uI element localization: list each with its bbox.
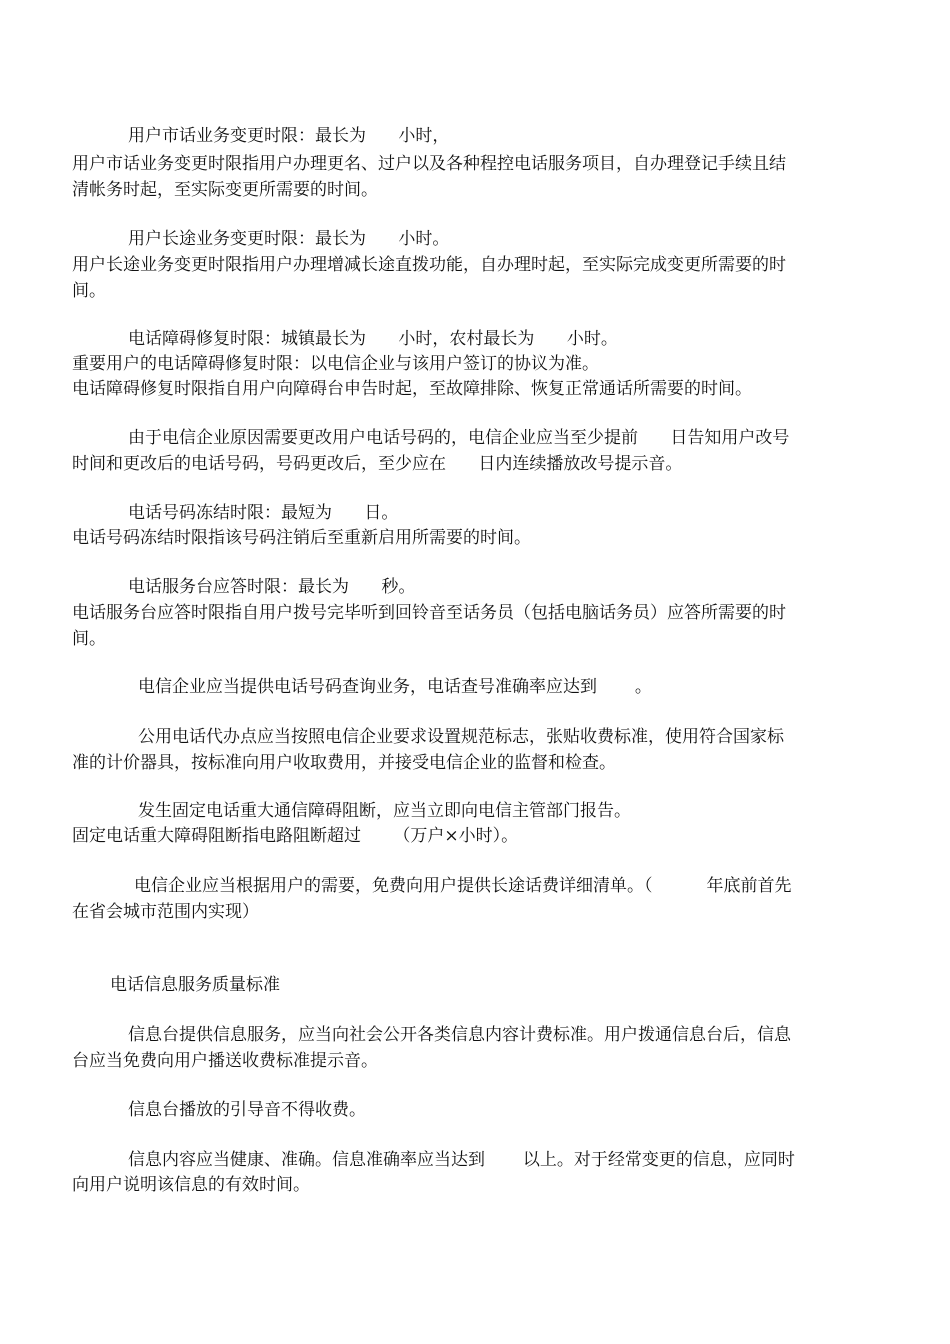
text-line: 台应当免费向用户播送收费标准提示音。 bbox=[72, 1051, 378, 1071]
text-line: 电话障碍修复时限：城镇最长为 小时，农村最长为 小时。 bbox=[128, 329, 618, 349]
text-line: 间。 bbox=[72, 281, 106, 301]
text-line: 公用电话代办点应当按照电信企业要求设置规范标志，张贴收费标准，使用符合国家标 bbox=[138, 727, 784, 747]
text-line: 固定电话重大障碍阻断指电路阻断超过 （万户×小时）。 bbox=[72, 826, 519, 846]
text-line: 信息内容应当健康、准确。信息准确率应当达到 以上。对于经常变更的信息，应同时 bbox=[128, 1150, 795, 1170]
text-line: 用户市话业务变更时限指用户办理更名、过户以及各种程控电话服务项目，自办理登记手续且结 bbox=[72, 154, 786, 174]
text-line: 时间和更改后的电话号码，号码更改后，至少应在 日内连续播放改号提示音。 bbox=[72, 454, 683, 474]
text-line: 电话服务台应答时限：最长为 秒。 bbox=[128, 577, 416, 597]
text-line: 用户市话业务变更时限：最长为 小时， bbox=[128, 126, 450, 146]
text-line: 向用户说明该信息的有效时间。 bbox=[72, 1175, 310, 1195]
text-line: 电话服务台应答时限指自用户拨号完毕听到回铃音至话务员（包括电脑话务员）应答所需要的时 bbox=[72, 603, 786, 623]
text-line: 电信企业应当根据用户的需要，免费向用户提供长途话费详细清单。（ 年底前首先 bbox=[134, 876, 792, 896]
text-line: 信息台播放的引导音不得收费。 bbox=[128, 1100, 366, 1120]
text-line: 重要用户的电话障碍修复时限：以电信企业与该用户签订的协议为准。 bbox=[72, 354, 599, 374]
text-line: 用户长途业务变更时限：最长为 小时。 bbox=[128, 229, 450, 249]
text-line: 发生固定电话重大通信障碍阻断，应当立即向电信主管部门报告。 bbox=[138, 801, 631, 821]
text-line: 信息台提供信息服务，应当向社会公开各类信息内容计费标准。用户拨通信息台后，信息 bbox=[128, 1025, 791, 1045]
text-line: 用户长途业务变更时限指用户办理增减长途直拨功能，自办理时起，至实际完成变更所需要的时 bbox=[72, 255, 786, 275]
text-line: 电话号码冻结时限指该号码注销后至重新启用所需要的时间。 bbox=[72, 528, 531, 548]
text-line: 电话号码冻结时限：最短为 日。 bbox=[128, 503, 399, 523]
text-line: 间。 bbox=[72, 629, 106, 649]
text-line: 由于电信企业原因需要更改用户电话号码的，电信企业应当至少提前 日告知用户改号 bbox=[128, 428, 790, 448]
text-line: 准的计价器具，按标准向用户收取费用，并接受电信企业的监督和检查。 bbox=[72, 753, 616, 773]
text-line: 清帐务时起，至实际变更所需要的时间。 bbox=[72, 180, 378, 200]
text-line: 在省会城市范围内实现） bbox=[72, 902, 259, 922]
text-line: 电信企业应当提供电话号码查询业务，电话查号准确率应达到 。 bbox=[138, 677, 652, 697]
text-line: 电话障碍修复时限指自用户向障碍台申告时起，至故障排除、恢复正常通话所需要的时间。 bbox=[72, 379, 752, 399]
section-heading: 电话信息服务质量标准 bbox=[110, 975, 280, 995]
